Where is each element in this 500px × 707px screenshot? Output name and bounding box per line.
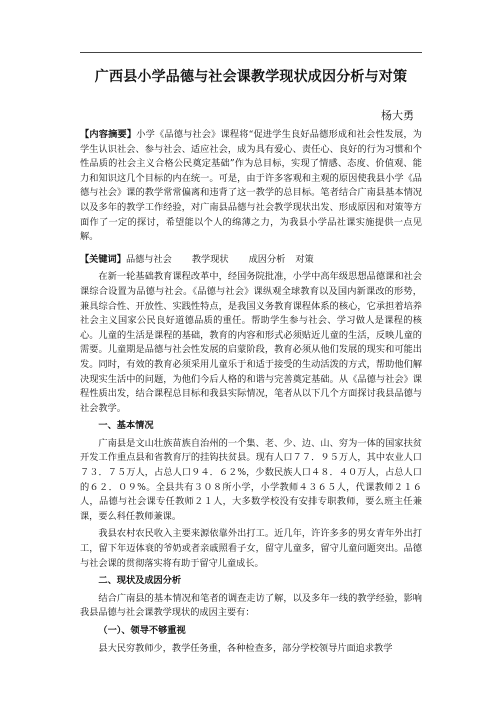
article-author: 杨大勇: [381, 109, 414, 122]
keywords-tag: 【关键词】: [80, 253, 126, 265]
keyword-item: 品德与社会: [125, 253, 172, 265]
keywords-line: [80, 253, 422, 268]
section1-paragraph-2: 我县农村农民收入主要来源依靠外出打工。近几年，许许多多的男女青年外出打工，留下年迈体衰的爷奶或者亲戚照看子女，留守儿童多，留守儿童问题突出。品德与社会课的贯彻落实将有助于留守儿童成长。: [80, 528, 422, 569]
intro-paragraph: 在新一轮基础教育课程改革中，经国务院批准，小学中高年级思想品德课和社会课综合设置为品德与社会。《品德与社会》课纵观全球教育以及国内新课改的形势，兼具综合性、开放性、实践性特点，是我国义务教育课程体系的核心，它承担着培养社会主义国家公民良好道德品质的重任。帮助学生参与社会、学习做人是课程的核心。儿童的生活是课程的基础，教育的内容和形式必须贴近儿童的生活，反映儿童的需要。儿童期是品德与社会性发展的启蒙阶段，教育必须从他们发展的现实和可能出发。同时，有效的教育必须采用儿童乐于和适于接受的生动活泼的方式，帮助他们解决现实生活中的问题，为他们今后人格的和谐与完善奠定基础。从《品德与社会》课程性质出发，结合课程总目标和我县实际情况，笔者从以下几个方面探讨我县品德与社会教学。: [80, 271, 422, 414]
section-heading: 一、基本情况: [98, 420, 154, 432]
abstract-text: 小学《品德与社会》课程将“促进学生良好品德形成和社会性发展，为学生认识社会、参与社会、适应社会，成为具有爱心、责任心、良好的行为习惯和个性品质的社会主义合格公民奠定基础”作为总目标，实现了情感、态度、价值观、能力和知识这几个目标的内在统一。可是，由于许多客观和主观的原因使我县小学《品德与社会》课的教学常常偏离和违背了这一教学的总目标。笔者结合广南县基本情况以及多年的教学工作经验，对广南县品德与社会教学现状出发、形成原因和对策等方面作了一定的探讨，希望能以个人的绵薄之力，为我县小学品社课实施提供一点见解。: [80, 129, 422, 243]
article-title: 广西县小学品德与社会课教学现状成因分析与对策: [94, 69, 408, 85]
keyword-item: 成因分析: [248, 253, 286, 265]
subsection-heading: （一）、领导不够重视: [98, 625, 186, 636]
keyword-item: 对策: [295, 253, 314, 265]
keyword-item: 教学现状: [191, 253, 229, 265]
article-body: [80, 128, 422, 656]
section2-paragraph-1: 结合广南县的基本情况和笔者的调查走访了解，以及多年一线的教学经验，影响我县品德与社会课教学现状的成因主要有：: [80, 592, 422, 619]
section-heading: 二、现状及成因分析: [98, 575, 182, 587]
abstract-paragraph: [80, 128, 422, 245]
abstract-tag: 【内容摘要】: [80, 129, 137, 140]
section2-paragraph-2: 县大民穷教师少，教学任务重，各种检查多，部分学校领导片面追求教学: [98, 642, 393, 654]
header-rule: [80, 52, 422, 53]
section1-paragraph-1: 广南县是文山壮族苗族自治州的一个集、老、少、边、山、穷为一体的国家扶贫开发工作重点县和省教育厅的挂钩扶贫县。现有人口７７．９５万人，其中农业人口７３．７５万人，占总人口９４．６２%，少数民族人口４８．４０万人，占总人口的６２．０９%。全县共有３０８所小学，小学教师４３６５人，代课教师２１６人，品德与社会课专任教师２１人，大多数学校没有安排专职教师，要么班主任兼课，要么科任教师兼课。: [80, 437, 422, 522]
